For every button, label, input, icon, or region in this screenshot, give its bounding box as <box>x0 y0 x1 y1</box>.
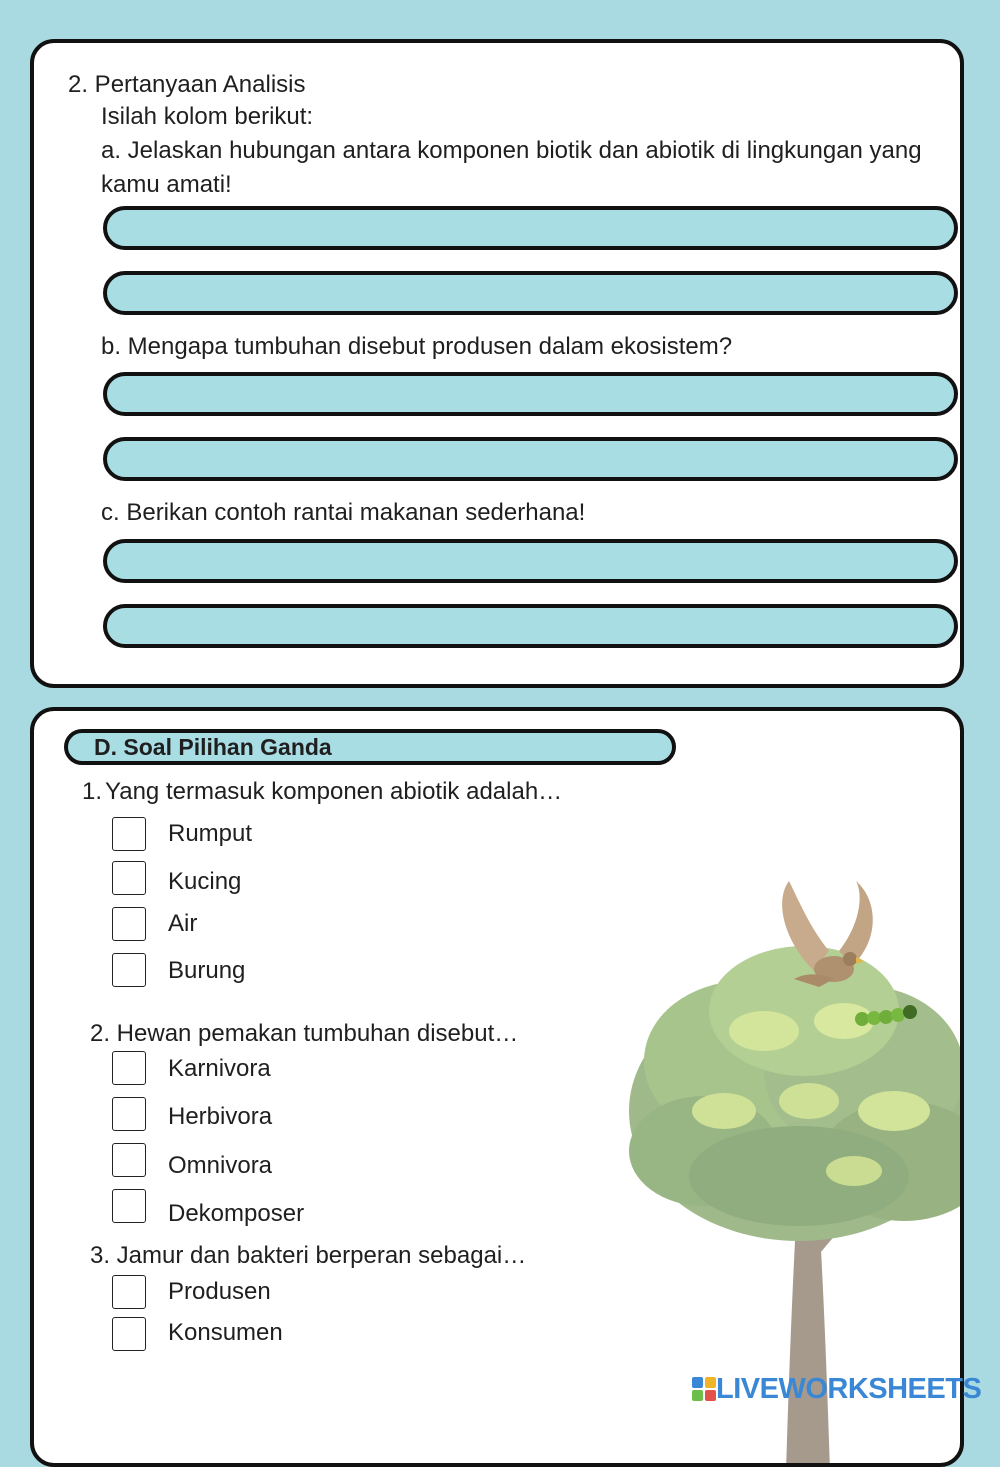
question-1-text: Yang termasuk komponen abiotik adalah… <box>105 778 563 805</box>
q3-option-1-label: Produsen <box>168 1278 271 1305</box>
checkbox-q2-option-1[interactable] <box>112 1051 146 1085</box>
answer-c-input-1[interactable] <box>103 539 958 583</box>
checkbox-q1-option-3[interactable] <box>112 907 146 941</box>
q2-option-4-label: Dekomposer <box>168 1200 305 1227</box>
question-b: b. Mengapa tumbuhan disebut produsen dalam ekosistem? <box>101 333 733 360</box>
q2-option-1-label: Karnivora <box>168 1055 271 1082</box>
section-header <box>64 729 676 765</box>
checkbox-q1-option-1[interactable] <box>112 817 146 851</box>
answer-a-input-2[interactable] <box>103 271 958 315</box>
checkbox-q1-option-2[interactable] <box>112 861 146 895</box>
question-c: c. Berikan contoh rantai makanan sederhana! <box>101 499 586 526</box>
answer-b-input-2[interactable] <box>103 437 958 481</box>
checkbox-q2-option-3[interactable] <box>112 1143 146 1177</box>
question-a-line2: kamu amati! <box>101 171 232 198</box>
analysis-title: 2. Pertanyaan Analisis <box>68 71 306 98</box>
q1-option-4-label: Burung <box>168 957 246 984</box>
checkbox-q2-option-4[interactable] <box>112 1189 146 1223</box>
answer-b-input-1[interactable] <box>103 372 958 416</box>
checkbox-q3-option-2[interactable] <box>112 1317 146 1351</box>
q1-option-1-label: Rumput <box>168 820 253 847</box>
q3-option-2-label: Konsumen <box>168 1319 283 1346</box>
analysis-instruction: Isilah kolom berikut: <box>101 103 314 130</box>
question-2-text: 2. Hewan pemakan tumbuhan disebut… <box>90 1020 519 1047</box>
answer-a-input-1[interactable] <box>103 206 958 250</box>
question-a-line1: a. Jelaskan hubungan antara komponen biotik dan abiotik di lingkungan yang <box>101 137 922 164</box>
q1-option-3-label: Air <box>168 910 198 937</box>
q2-option-2-label: Herbivora <box>168 1103 273 1130</box>
answer-c-input-2[interactable] <box>103 604 958 648</box>
question-3-text: 3. Jamur dan bakteri berperan sebagai… <box>90 1242 527 1269</box>
multiple-choice-card <box>30 707 964 1467</box>
analysis-card <box>30 39 964 688</box>
q1-option-2-label: Kucing <box>168 868 242 895</box>
question-1-number: 1. <box>82 778 103 805</box>
liveworksheets-watermark[interactable] <box>692 1374 981 1404</box>
watermark-text: LIVEWORKSHEETS <box>716 1372 982 1405</box>
checkbox-q3-option-1[interactable] <box>112 1275 146 1309</box>
liveworksheets-logo-icon <box>692 1377 716 1401</box>
tree-canopy <box>629 946 964 1241</box>
section-header-label: D. Soal Pilihan Ganda <box>94 734 332 760</box>
checkbox-q2-option-2[interactable] <box>112 1097 146 1131</box>
checkbox-q1-option-4[interactable] <box>112 953 146 987</box>
q2-option-3-label: Omnivora <box>168 1152 273 1179</box>
